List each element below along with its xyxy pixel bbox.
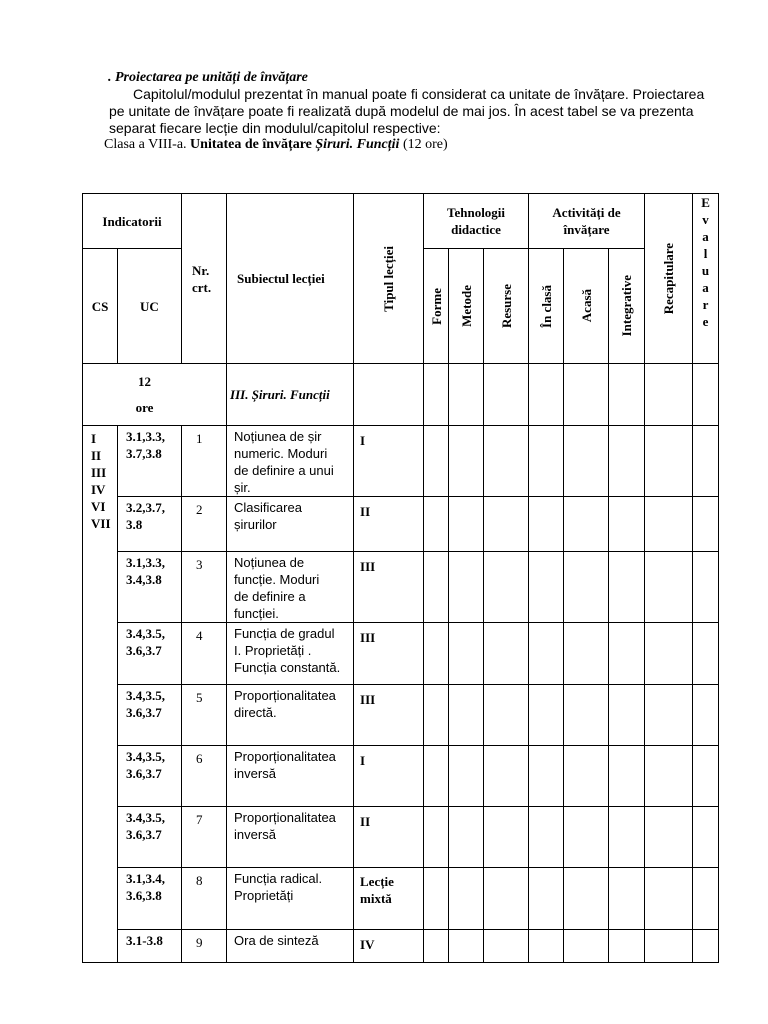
- empty-cell: [564, 930, 609, 963]
- unit-hours-word: ore: [135, 399, 154, 415]
- unit-row: [83, 364, 719, 426]
- empty-cell: [424, 685, 449, 746]
- empty-cell: [564, 807, 609, 868]
- empty-cell: [529, 426, 564, 497]
- empty-cell: [529, 552, 564, 623]
- subject-line: Proporționalitatea: [234, 810, 336, 825]
- uc-cell: [118, 552, 182, 623]
- evaluare-letter: a: [702, 229, 709, 244]
- empty-cell: [424, 746, 449, 807]
- subject-line: Funcția constantă.: [234, 660, 341, 675]
- uc-cell: [118, 497, 182, 552]
- class-label: Clasa a VIII-a.: [104, 137, 191, 152]
- uc-line: 3.8: [126, 517, 143, 532]
- header-recapitulare-label: Recapitulare: [661, 242, 677, 315]
- empty-cell: [609, 746, 645, 807]
- lesson-plan-table: [82, 193, 719, 963]
- header-recapitulare: [645, 194, 693, 364]
- uc-line: 3.7,3.8: [126, 446, 162, 461]
- unit-name: Șiruri. Funcții: [315, 137, 400, 152]
- empty-cell: [529, 685, 564, 746]
- subject-line: Clasificarea: [234, 500, 302, 515]
- cs-item: IV: [91, 482, 106, 497]
- empty-cell: [645, 426, 693, 497]
- header-tehnologii: Tehnologii didactice: [424, 194, 529, 249]
- uc-line: 3.1,3.4,: [126, 871, 165, 886]
- evaluare-letter: E: [701, 195, 710, 210]
- header-forme: [424, 249, 449, 364]
- subject-line: directă.: [234, 705, 277, 720]
- cs-item: VII: [91, 516, 111, 531]
- empty-cell: [424, 497, 449, 552]
- empty-cell: [424, 364, 449, 426]
- header-resurse-label: Resurse: [498, 283, 514, 329]
- subject-line: Noțiunea de șir: [234, 429, 322, 444]
- header-integrative-label: Integrative: [619, 275, 635, 337]
- subject-line: Funcția de gradul: [234, 626, 335, 641]
- uc-line: 3.6,3.7: [126, 643, 162, 658]
- empty-cell: [529, 930, 564, 963]
- subject-line: Noțiunea de: [234, 555, 305, 570]
- nr-cell: 2: [182, 497, 227, 552]
- tip-cell: II: [354, 497, 424, 552]
- lesson-row: [83, 426, 719, 497]
- empty-cell: [693, 685, 719, 746]
- tip-cell: I: [354, 746, 424, 807]
- subject-cell: [227, 552, 354, 623]
- uc-line: 3.4,3.5,: [126, 810, 165, 825]
- section-heading: . Proiectarea pe unități de învățare: [108, 70, 308, 85]
- header-in-clasa: [529, 249, 564, 364]
- empty-cell: [424, 623, 449, 685]
- tip-cell: III: [354, 623, 424, 685]
- uc-line: 3.6,3.7: [126, 827, 162, 842]
- empty-cell: [645, 623, 693, 685]
- empty-cell: [609, 364, 645, 426]
- uc-cell: [118, 930, 182, 963]
- subject-line: Funcția radical.: [234, 871, 323, 886]
- uc-line: 3.4,3.5,: [126, 626, 165, 641]
- header-tipul-label: Tipul lecției: [381, 245, 397, 312]
- subject-line: șir.: [234, 480, 251, 495]
- subject-cell: [227, 426, 354, 497]
- header-metode: [449, 249, 484, 364]
- empty-cell: [564, 497, 609, 552]
- empty-cell: [645, 497, 693, 552]
- uc-cell: [118, 685, 182, 746]
- nr-cell: 4: [182, 623, 227, 685]
- empty-cell: [529, 497, 564, 552]
- header-subiect: Subiectul lecției: [227, 194, 354, 364]
- lesson-row: [83, 807, 719, 868]
- empty-cell: [609, 552, 645, 623]
- tip-cell: III: [354, 685, 424, 746]
- empty-cell: [424, 930, 449, 963]
- empty-cell: [484, 807, 529, 868]
- evaluare-letter: l: [703, 246, 708, 261]
- uc-line: 3.6,3.7: [126, 766, 162, 781]
- nr-cell: 6: [182, 746, 227, 807]
- subject-line: Ora de sinteză: [234, 933, 319, 948]
- empty-cell: [529, 364, 564, 426]
- subject-line: inversă: [234, 827, 276, 842]
- lesson-row: [83, 746, 719, 807]
- empty-cell: [424, 426, 449, 497]
- uc-cell: [118, 623, 182, 685]
- empty-cell: [645, 552, 693, 623]
- subject-cell: [227, 623, 354, 685]
- cs-item: II: [91, 448, 102, 463]
- subject-line: I. Proprietăți .: [234, 643, 312, 658]
- empty-cell: [564, 426, 609, 497]
- empty-cell: [449, 930, 484, 963]
- empty-cell: [424, 868, 449, 930]
- empty-cell: [609, 426, 645, 497]
- empty-cell: [693, 623, 719, 685]
- tip-line: mixtă: [360, 891, 392, 906]
- uc-line: 3.1-3.8: [126, 933, 163, 948]
- empty-cell: [609, 868, 645, 930]
- header-forme-label: Forme: [428, 287, 444, 325]
- empty-cell: [609, 807, 645, 868]
- unit-hours: (12 ore): [399, 137, 448, 152]
- tip-cell: II: [354, 807, 424, 868]
- empty-cell: [645, 868, 693, 930]
- lesson-row: [83, 868, 719, 930]
- evaluare-letter: v: [702, 212, 709, 227]
- tip-line: Lecție: [360, 874, 394, 889]
- subject-cell: [227, 807, 354, 868]
- empty-cell: [449, 868, 484, 930]
- empty-cell: [529, 746, 564, 807]
- empty-cell: [693, 364, 719, 426]
- lesson-row: [83, 685, 719, 746]
- uc-line: 3.1,3.3,: [126, 555, 165, 570]
- empty-cell: [564, 868, 609, 930]
- empty-cell: [529, 868, 564, 930]
- intro-paragraph-line-3: separat fiecare lecție din modulul/capitolul respective:: [109, 120, 441, 136]
- uc-line: 3.6,3.7: [126, 705, 162, 720]
- tip-cell: [354, 868, 424, 930]
- empty-cell: [693, 552, 719, 623]
- header-tipul: [354, 194, 424, 364]
- empty-cell: [424, 807, 449, 868]
- evaluare-letter: r: [702, 297, 709, 312]
- empty-cell: [484, 746, 529, 807]
- nr-cell: 5: [182, 685, 227, 746]
- cs-item: I: [91, 431, 97, 446]
- tip-cell: III: [354, 552, 424, 623]
- empty-cell: [645, 746, 693, 807]
- intro-paragraph-line-1: Capitolul/modulul prezentat în manual poate fi considerat ca unitate de învățare. Proiectarea: [133, 86, 705, 102]
- empty-cell: [645, 807, 693, 868]
- lesson-row: [83, 623, 719, 685]
- empty-cell: [609, 930, 645, 963]
- empty-cell: [484, 426, 529, 497]
- empty-cell: [564, 364, 609, 426]
- cs-item: VI: [91, 499, 106, 514]
- header-cs: CS: [83, 249, 118, 364]
- empty-cell: [564, 685, 609, 746]
- empty-cell: [645, 685, 693, 746]
- intro-paragraph-line-2: pe unitate de învățare poate fi realizată după modelul de mai jos. În acest tabel se va prezenta: [109, 103, 694, 119]
- empty-cell: [484, 685, 529, 746]
- uc-cell: [118, 868, 182, 930]
- empty-cell: [484, 930, 529, 963]
- header-acasa-label: Acasă: [578, 289, 594, 323]
- lesson-row: [83, 552, 719, 623]
- subject-cell: [227, 685, 354, 746]
- header-in-clasa-label: În clasă: [538, 284, 554, 328]
- empty-cell: [484, 552, 529, 623]
- subject-line: Proprietăți: [234, 888, 294, 903]
- empty-cell: [449, 364, 484, 426]
- empty-cell: [484, 868, 529, 930]
- subject-line: funcție. Moduri: [234, 572, 320, 587]
- empty-cell: [564, 746, 609, 807]
- uc-line: 3.2,3.7,: [126, 500, 165, 515]
- uc-cell: [118, 807, 182, 868]
- uc-line: 3.4,3.5,: [126, 749, 165, 764]
- header-acasa: [564, 249, 609, 364]
- class-unit-line: [104, 136, 448, 153]
- lesson-row: [83, 930, 719, 963]
- header-metode-label: Metode: [458, 285, 474, 327]
- subject-line: numeric. Moduri: [234, 446, 328, 461]
- empty-cell: [529, 807, 564, 868]
- empty-cell: [449, 426, 484, 497]
- empty-cell: [609, 497, 645, 552]
- empty-cell: [693, 807, 719, 868]
- empty-cell: [449, 685, 484, 746]
- subject-cell: [227, 497, 354, 552]
- subject-line: șirurilor: [234, 517, 277, 532]
- uc-line: 3.4,3.5,: [126, 688, 165, 703]
- empty-cell: [564, 552, 609, 623]
- empty-cell: [645, 930, 693, 963]
- uc-line: 3.1,3.3,: [126, 429, 165, 444]
- unit-label: Unitatea de învățare: [190, 137, 316, 152]
- empty-cell: [693, 930, 719, 963]
- header-resurse: [484, 249, 529, 364]
- empty-cell: [693, 746, 719, 807]
- empty-cell: [484, 497, 529, 552]
- uc-line: 3.6,3.8: [126, 888, 162, 903]
- header-uc: UC: [118, 249, 182, 364]
- uc-line: 3.4,3.8: [126, 572, 162, 587]
- empty-cell: [449, 746, 484, 807]
- tip-cell: I: [354, 426, 424, 497]
- nr-cell: 1: [182, 426, 227, 497]
- empty-cell: [449, 497, 484, 552]
- subject-cell: [227, 868, 354, 930]
- empty-cell: [609, 685, 645, 746]
- header-nr-crt: Nr. crt.: [182, 194, 227, 364]
- empty-cell: [484, 364, 529, 426]
- subject-line: de definire a unui: [234, 463, 334, 478]
- header-integrative: [609, 249, 645, 364]
- empty-cell: [529, 623, 564, 685]
- subject-line: funcției.: [234, 606, 279, 621]
- empty-cell: [449, 807, 484, 868]
- subject-cell: [227, 746, 354, 807]
- evaluare-letter: e: [702, 314, 709, 329]
- cs-list-cell: [83, 426, 118, 963]
- header-row-top: [83, 194, 719, 249]
- subject-line: inversă: [234, 766, 276, 781]
- uc-cell: [118, 426, 182, 497]
- header-indicatorii: Indicatorii: [83, 194, 182, 249]
- empty-cell: [564, 623, 609, 685]
- empty-cell: [449, 552, 484, 623]
- empty-cell: [693, 497, 719, 552]
- subject-line: Proporționalitatea: [234, 749, 336, 764]
- header-activitati: Activități de învățare: [529, 194, 645, 249]
- nr-cell: 9: [182, 930, 227, 963]
- empty-cell: [693, 426, 719, 497]
- unit-title-cell: III. Șiruri. Funcții: [227, 364, 354, 426]
- unit-hours-num: 12: [138, 373, 151, 389]
- empty-cell: [424, 552, 449, 623]
- nr-cell: 7: [182, 807, 227, 868]
- lesson-row: [83, 497, 719, 552]
- empty-cell: [693, 868, 719, 930]
- subject-line: de definire a: [234, 589, 306, 604]
- subject-line: Proporționalitatea: [234, 688, 336, 703]
- empty-cell: [449, 623, 484, 685]
- tip-cell: IV: [354, 930, 424, 963]
- empty-cell: [354, 364, 424, 426]
- header-evaluare: [693, 194, 719, 364]
- cs-item: III: [91, 465, 107, 480]
- uc-cell: [118, 746, 182, 807]
- subject-cell: [227, 930, 354, 963]
- nr-cell: 8: [182, 868, 227, 930]
- empty-cell: [645, 364, 693, 426]
- unit-hours-cell: [83, 364, 227, 426]
- nr-cell: 3: [182, 552, 227, 623]
- evaluare-letter: a: [702, 280, 709, 295]
- empty-cell: [609, 623, 645, 685]
- empty-cell: [484, 623, 529, 685]
- evaluare-letter: u: [701, 263, 710, 278]
